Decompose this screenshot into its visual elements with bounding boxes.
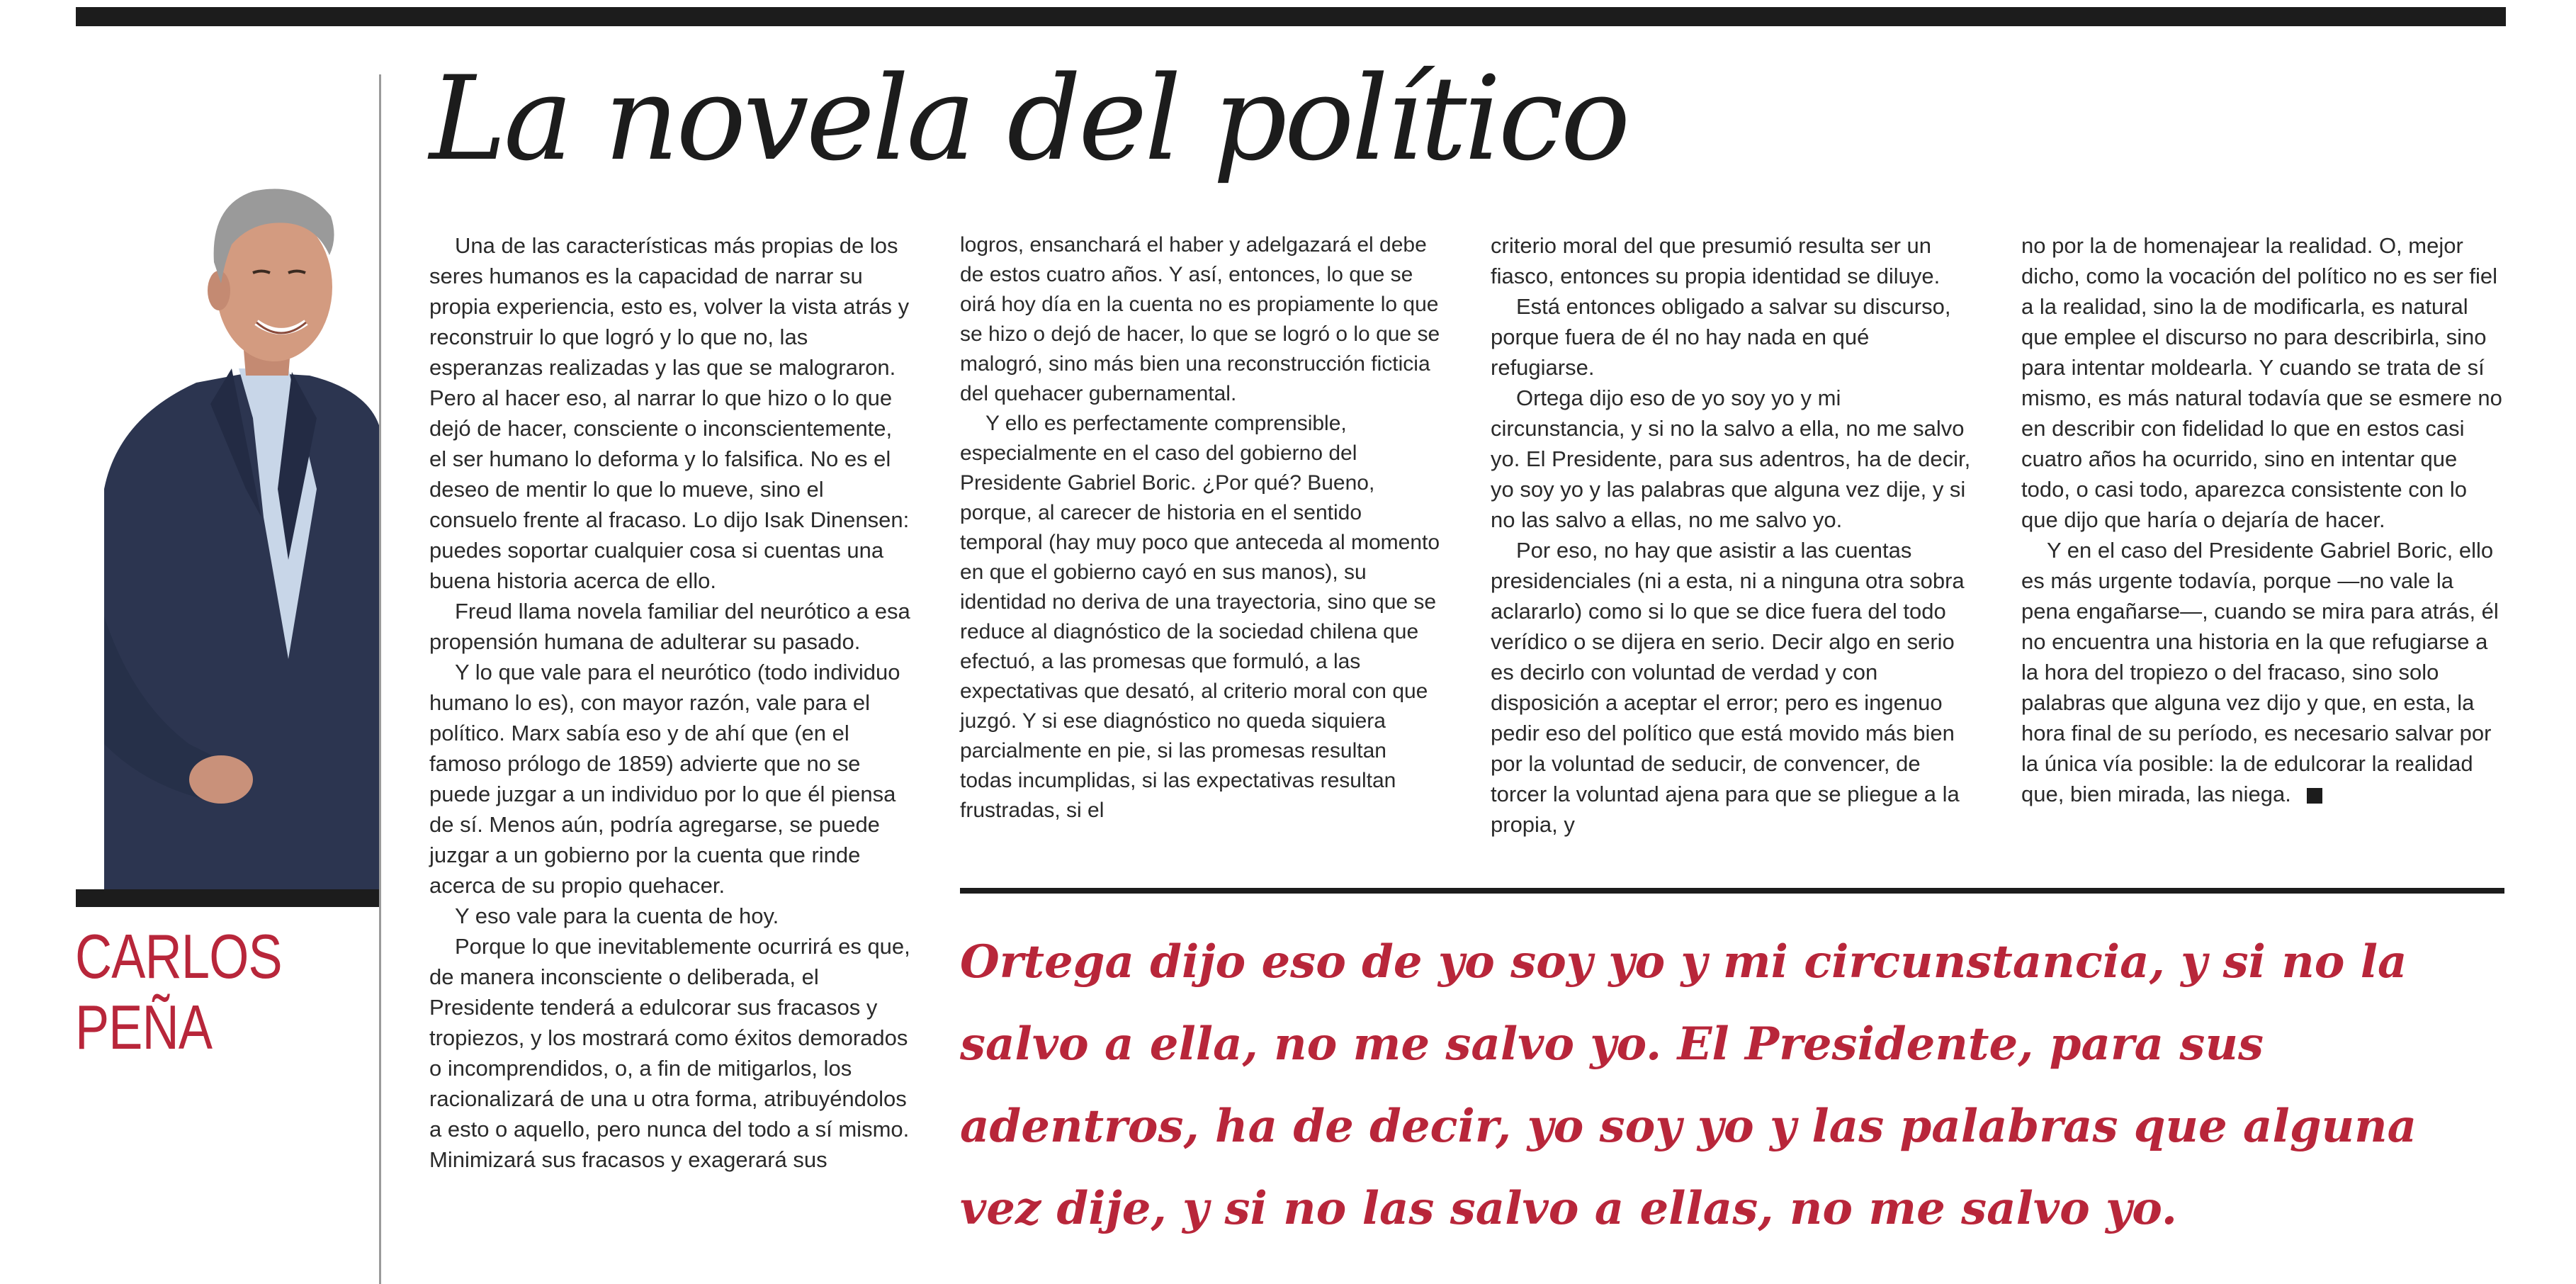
column-divider — [379, 74, 381, 1284]
author-name — [75, 921, 319, 1063]
paragraph: Y eso vale para la cuenta de hoy. — [455, 903, 779, 928]
paragraph-last — [2021, 535, 2503, 809]
article-title: La novela del político — [429, 51, 1628, 186]
body-column-2 — [960, 230, 1442, 854]
photo-bar — [76, 889, 379, 907]
paragraph: Y lo que vale para el neurótico (todo individuo humano lo es), con mayor razón, vale para el político. Marx sabía eso y de ahí que (en el famoso prólogo de 1859) advierte que no se puede juzgar a un individuo por lo que él piensa de sí. Menos aún, podría agregarse, se puede juzgar a un gobierno por la cuenta que rinde acerca de su propio quehacer. — [429, 660, 900, 898]
paragraph: logros, ensanchará el haber y adelgazará el debe de estos cuatro años. Y así, entonces, lo que se oirá hoy día en la cuenta no es propiamente lo que se hizo o dejó de hacer, lo que se logró o lo que se malogró, sino más bien una reconstrucción ficticia del quehacer gubernamental. — [960, 233, 1440, 405]
author-last-name: PEÑA — [75, 992, 213, 1062]
paragraph: Freud llama novela familiar del neurótico a esa propensión humana de adulterar su pasado. — [429, 599, 910, 654]
paragraph: Porque lo que inevitablemente ocurrirá es que, de manera inconsciente o deliberada, el Presidente tenderá a edulcorar sus fracasos y tropiezos, y los mostrará como éxitos demorados o incomprendidos, o, a fin de mitigarlos, los racionalizará de una u otra forma, atribuyéndolos a esto o aquello, pero nunca del todo a sí mismo. Minimizará sus fracasos y exagerará sus — [429, 934, 910, 1172]
author-photo — [76, 120, 379, 889]
body-column-3 — [1491, 230, 1972, 854]
body-column-1 — [429, 230, 911, 1251]
paragraph: Una de las características más propias de los seres humanos es la capacidad de narrar su propia experiencia, esto es, volver la vista atrás y reconstruir lo que logró y lo que no, las esperanzas realizadas y las que se malograron. Pero al hacer eso, al narrar lo que hizo o lo que dejó de hacer, consciente o inconscientemente, el ser humano lo deforma y lo falsifica. No es el deseo de mentir lo que lo mueve, sino el consuelo frente al fracaso. Lo dijo Isak Dinensen: puedes soportar cualquier cosa si cuentas una buena historia acerca de ello. — [429, 233, 910, 593]
body-column-4 — [2021, 230, 2503, 854]
pull-quote-rule — [960, 888, 2504, 894]
paragraph: Ortega dijo eso de yo soy yo y mi circunstancia, y si no la salvo a ella, no me salvo yo. El Presidente, para sus adentros, ha de decir, yo soy yo y las palabras que alguna vez dije, y si no las salvo a ellas, no me salvo yo. — [1491, 385, 1971, 532]
paragraph: criterio moral del que presumió resulta ser un fiasco, entonces su propia identidad se diluye. — [1491, 233, 1941, 288]
paragraph: no por la de homenajear la realidad. O, mejor dicho, como la vocación del político no es ser fiel a la realidad, sino la de modificarla, es natural que emplee el discurso no para describirla, sino para intentar moldearla. Y cuando se trata de sí mismo, es más natural todavía que se esmere no en describir con fidelidad lo que en estos casi cuatro años ha ocurrido, sino en intentar que todo, o casi todo, aparezca consistente con lo que dijo que haría o dejaría de hacer. — [2021, 233, 2502, 532]
paragraph: Y ello es perfectamente comprensible, especialmente en el caso del gobierno del Presidente Gabriel Boric. ¿Por qué? Bueno, porque, al carecer de historia en el sentido temporal (hay muy poco que anteceda al momento en que el gobierno cayó en sus manos), su identidad no deriva de una trayectoria, sino que se reduce al diagnóstico de la sociedad chilena que efectuó, a las promesas que formuló, a las expectativas que desató, al criterio moral con que juzgó. Y si ese diagnóstico no queda siquiera parcialmente en pie, si las promesas resultan todas incumplidas, si las expectativas resultan frustradas, si el — [960, 412, 1440, 822]
author-first-name: CARLOS — [75, 921, 282, 991]
pull-quote: Ortega dijo eso de yo soy yo y mi circunstancia, y si no la salvo a ella, no me salvo yo. El Presidente, para sus adentros, ha de decir, yo soy yo y las palabras que alguna vez dije, y si no las salvo a ellas, no me salvo yo. — [960, 935, 2417, 1235]
end-mark-icon — [2307, 788, 2322, 804]
top-rule — [76, 7, 2506, 26]
paragraph-text: Y en el caso del Presidente Gabriel Boric, ello es más urgente todavía, porque —no vale la pena engañarse—, cuando se mira para atrás, él no encuentra una historia en la que refugiarse a la hora del tropiezo o del fracaso, sino solo palabras que alguna vez dijo y que, en esta, la hora final de su período, es necesario salvar por la única vía posible: la de edulcorar la realidad que, bien mirada, las niega. — [2021, 538, 2499, 806]
paragraph: Está entonces obligado a salvar su discurso, porque fuera de él no hay nada en qué refugiarse. — [1491, 294, 1951, 380]
paragraph: Por eso, no hay que asistir a las cuentas presidenciales (ni a esta, ni a ninguna otra sobra aclararlo) como si lo que se dice fuera del todo verídico o se dijera en serio. Decir algo en serio es decirlo con voluntad de verdad y con disposición a aceptar el error; pero es ingenuo pedir eso del político que está movido más bien por la voluntad de seducir, de convencer, de torcer la voluntad ajena para que se pliegue a la propia, y — [1491, 538, 1965, 837]
